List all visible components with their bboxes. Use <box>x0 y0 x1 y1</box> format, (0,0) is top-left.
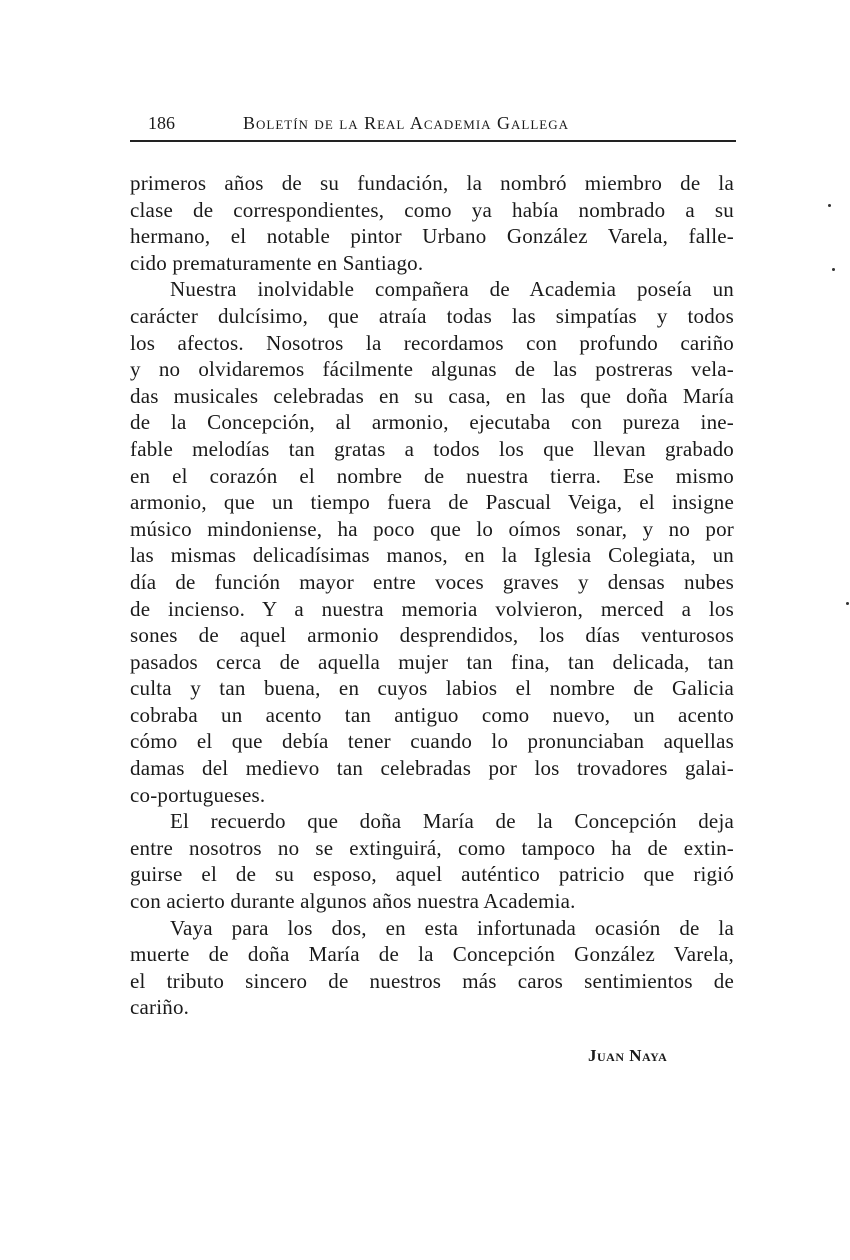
scan-speck <box>832 268 835 271</box>
text-line: co-portugueses. <box>130 782 266 807</box>
text-line: los afectos. Nosotros la recordamos con profundo cariño <box>130 330 734 355</box>
text-line: las mismas delicadísimas manos, en la Iglesia Colegiata, un <box>130 543 734 568</box>
text-line: hermano, el notable pintor Urbano González Varela, falle- <box>130 224 734 249</box>
text-line: de la Concepción, al armonio, ejecutaba con pureza ine- <box>130 410 734 435</box>
text-line: damas del medievo tan celebradas por los trovadores galai- <box>130 756 734 781</box>
author-signature: Juan Naya <box>588 1046 668 1065</box>
text-line: pasados cerca de aquella mujer tan fina, tan delicada, tan <box>130 649 734 674</box>
text-line: y no olvidaremos fácilmente algunas de las postreras vela- <box>130 357 734 382</box>
text-line: culta y tan buena, en cuyos labios el nombre de Galicia <box>130 676 734 701</box>
text-line: cómo el que debía tener cuando lo pronunciaban aquellas <box>130 729 734 754</box>
running-title: Boletín de la Real Academia Gallega <box>243 113 570 133</box>
text-line: guirse el de su esposo, aquel auténtico patricio que rigió <box>130 862 734 887</box>
header-rule <box>130 140 736 142</box>
running-header <box>130 113 735 137</box>
scan-speck <box>846 602 849 605</box>
text-line: con acierto durante algunos años nuestra Academia. <box>130 889 576 914</box>
text-line: en el corazón el nombre de nuestra tierra. Ese mismo <box>130 463 734 488</box>
text-line: el tributo sincero de nuestros más caros sentimientos de <box>130 968 734 993</box>
text-line: clase de correspondientes, como ya había nombrado a su <box>130 197 734 222</box>
text-line: Vaya para los dos, en esta infortunada ocasión de la <box>170 915 734 940</box>
text-line: día de función mayor entre voces graves y densas nubes <box>130 569 734 594</box>
text-line: carácter dulcísimo, que atraía todas las simpatías y todos <box>130 303 734 328</box>
text-line: armonio, que un tiempo fuera de Pascual Veiga, el insigne <box>130 490 734 515</box>
text-line: entre nosotros no se extinguirá, como tampoco ha de extin- <box>130 835 734 860</box>
text-line: primeros años de su fundación, la nombró miembro de la <box>130 171 734 195</box>
text-line: sones de aquel armonio desprendidos, los días venturosos <box>130 623 734 648</box>
text-line: muerte de doña María de la Concepción González Varela, <box>130 942 734 967</box>
text-line: cobraba un acento tan antiguo como nuevo, un acento <box>130 702 734 727</box>
text-line: El recuerdo que doña María de la Concepción deja <box>170 809 734 834</box>
text-line: cariño. <box>130 995 190 1020</box>
scan-speck <box>828 204 831 207</box>
text-line: de incienso. Y a nuestra memoria volvieron, merced a los <box>130 596 734 621</box>
text-line: das musicales celebradas en su casa, en las que doña María <box>130 383 734 408</box>
text-line: cido prematuramente en Santiago. <box>130 250 424 275</box>
text-line: músico mindoniense, ha poco que lo oímos sonar, y no por <box>130 516 734 541</box>
text-line: fable melodías tan gratas a todos los que llevan grabado <box>130 436 734 461</box>
page-number: 186 <box>148 113 175 133</box>
article-body <box>130 170 734 1021</box>
text-line: Nuestra inolvidable compañera de Academia poseía un <box>170 277 734 302</box>
